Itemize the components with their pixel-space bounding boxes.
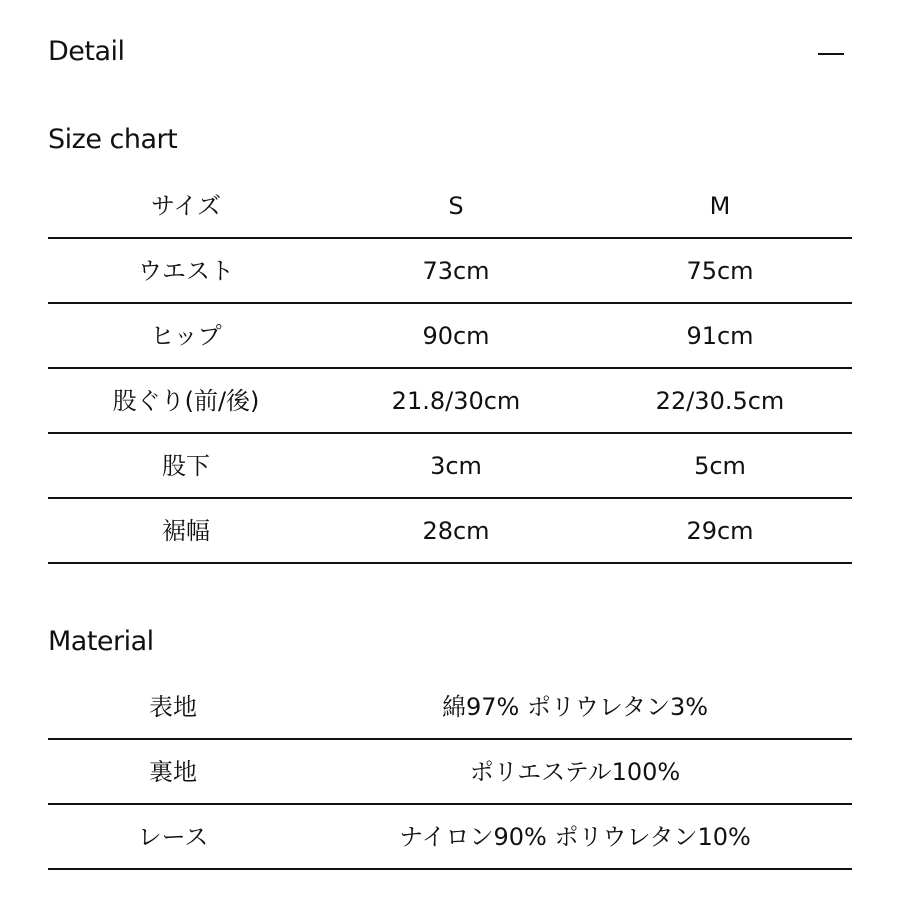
size-m-value: 5cm	[694, 451, 746, 480]
minus-icon	[818, 53, 844, 55]
table-row	[48, 805, 852, 870]
material-part-label: 裏地	[149, 757, 197, 786]
table-row	[48, 304, 852, 369]
size-m-value: 22/30.5cm	[655, 386, 785, 415]
material-composition: ナイロン90% ポリウレタン10%	[399, 822, 751, 851]
collapse-toggle-button[interactable]	[814, 30, 848, 76]
table-row	[48, 434, 852, 499]
size-s-column-header: S	[448, 191, 464, 220]
size-s-value: 28cm	[422, 516, 490, 545]
material-part-label: レース	[137, 822, 209, 851]
table-row	[48, 675, 852, 740]
row-label: 股下	[162, 451, 210, 480]
table-row	[48, 239, 852, 304]
size-chart-title: Size chart	[48, 124, 178, 155]
size-m-value: 91cm	[686, 321, 754, 350]
table-row	[48, 499, 852, 564]
detail-header[interactable]	[48, 30, 852, 76]
size-m-column-header: M	[709, 191, 731, 220]
size-s-value: 21.8/30cm	[391, 386, 521, 415]
row-label: ウエスト	[138, 256, 234, 285]
table-row	[48, 740, 852, 805]
table-row	[48, 369, 852, 434]
material-title: Material	[48, 626, 154, 657]
size-m-value: 29cm	[686, 516, 754, 545]
material-table	[48, 675, 852, 870]
material-composition: 綿97% ポリウレタン3%	[441, 692, 709, 721]
size-s-value: 73cm	[422, 256, 490, 285]
size-s-value: 3cm	[430, 451, 482, 480]
size-column-header: サイズ	[150, 191, 222, 220]
row-label: 裾幅	[162, 516, 210, 545]
material-composition: ポリエステル100%	[469, 757, 681, 786]
size-chart-header-row	[48, 174, 852, 239]
row-label: 股ぐり(前/後)	[112, 386, 260, 415]
row-label: ヒップ	[150, 321, 222, 350]
size-m-value: 75cm	[686, 256, 754, 285]
size-chart-table	[48, 174, 852, 564]
material-part-label: 表地	[149, 692, 197, 721]
size-s-value: 90cm	[422, 321, 490, 350]
detail-title: Detail	[48, 36, 125, 67]
